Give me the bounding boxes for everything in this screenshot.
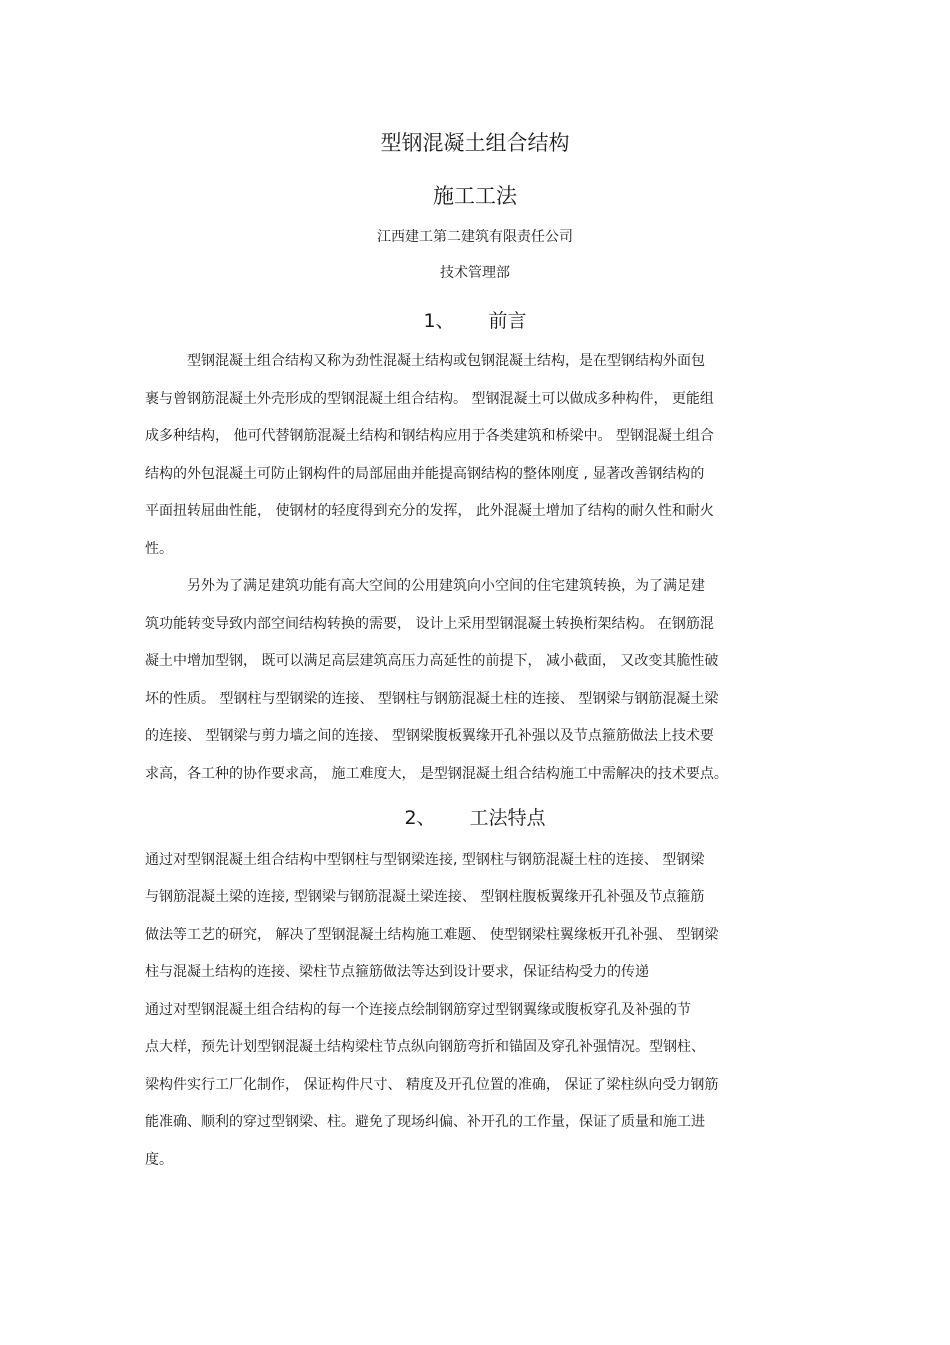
section-title: 前言 bbox=[488, 310, 527, 332]
paragraph-line: 成多种结构， 他可代替钢筋混凝土结构和钢结构应用于各类建筑和桥梁中。 型钢混凝土组合 bbox=[145, 428, 714, 444]
paragraph-line: 凝土中增加型钢， 既可以满足高层建筑高压力高延性的前提下， 减小截面， 又改变其脆性破 bbox=[145, 653, 719, 669]
paragraph-line: 的连接、 型钢梁与剪力墙之间的连接、 型钢梁腹板翼缘开孔补强以及节点箍筋做法上技术要 bbox=[145, 728, 714, 744]
company-name: 江西建工第二建筑有限责任公司 bbox=[377, 229, 573, 245]
paragraph-line: 点大样，预先计划型钢混凝土结构梁柱节点纵向钢筋弯折和锚固及穿孔补强情况。型钢柱、 bbox=[145, 1039, 705, 1055]
paragraph-line: 裹与曾钢筋混凝土外壳形成的型钢混凝土组合结构。 型钢混凝土可以做成多种构件， 更能组 bbox=[145, 391, 714, 407]
paragraph-line: 做法等工艺的研究， 解决了型钢混凝土结构施工难题、 使型钢梁柱翼缘板开孔补强、 型钢梁 bbox=[145, 927, 719, 943]
paragraph-line: 能准确、顺利的穿过型钢梁、柱。避免了现场纠偏、补开孔的工作量，保证了质量和施工进 bbox=[145, 1114, 705, 1130]
section-title: 工法特点 bbox=[469, 807, 546, 829]
paragraph-line: 与钢筋混凝土梁的连接, 型钢梁与钢筋混凝土梁连接、 型钢柱腹板翼缘开孔补强及节点箍筋 bbox=[145, 889, 705, 905]
paragraph-line: 通过对型钢混凝土组合结构的每一个连接点绘制钢筋穿过型钢翼缘或腹板穿孔及补强的节 bbox=[145, 1002, 691, 1018]
paragraph-line: 平面扭转屈曲性能， 使钢材的轻度得到充分的发挥， 此外混凝土增加了结构的耐久性和耐火 bbox=[145, 503, 714, 519]
section-number: 2、 bbox=[404, 807, 436, 829]
paragraph-line: 梁构件实行工厂化制作， 保证构件尺寸、 精度及开孔位置的准确， 保证了梁柱纵向受力钢筋 bbox=[145, 1077, 719, 1093]
paragraph-line: 结构的外包混凝土可防止钢构件的局部屈曲并能提高钢结构的整体刚度 , 显著改善钢结构的 bbox=[145, 466, 705, 482]
paragraph-line: 型钢混凝土组合结构又称为劲性混凝土结构或包钢混凝土结构，是在型钢结构外面包 bbox=[187, 353, 705, 369]
section-heading-preface bbox=[0, 306, 950, 333]
paragraph-line: 另外为了满足建筑功能有高大空间的公用建筑向小空间的住宅建筑转换，为了满足建 bbox=[187, 578, 705, 594]
paragraph-line: 柱与混凝土结构的连接、梁柱节点箍筋做法等达到设计要求，保证结构受力的传递 bbox=[145, 964, 649, 980]
document-title-line2: 施工工法 bbox=[433, 184, 517, 208]
paragraph-line: 度。 bbox=[145, 1152, 173, 1168]
section-heading-features bbox=[0, 803, 950, 830]
paragraph-line: 筑功能转变导致内部空间结构转换的需要， 设计上采用型钢混凝土转换桁架结构。 在钢筋混 bbox=[145, 616, 714, 632]
paragraph-line: 坏的性质。 型钢柱与型钢梁的连接、 型钢柱与钢筋混凝土柱的连接、 型钢梁与钢筋混凝土梁 bbox=[145, 691, 719, 707]
department-name: 技术管理部 bbox=[440, 265, 510, 281]
section-number: 1、 bbox=[423, 310, 455, 332]
paragraph-line: 性。 bbox=[145, 541, 173, 557]
paragraph-line: 通过对型钢混凝土组合结构中型钢柱与型钢梁连接, 型钢柱与钢筋混凝土柱的连接、 型钢梁 bbox=[145, 852, 705, 868]
paragraph-line: 求高，各工种的协作要求高， 施工难度大， 是型钢混凝土组合结构施工中需解决的技术要点。 bbox=[145, 766, 728, 782]
document-title: 型钢混凝土组合结构 bbox=[380, 131, 570, 155]
